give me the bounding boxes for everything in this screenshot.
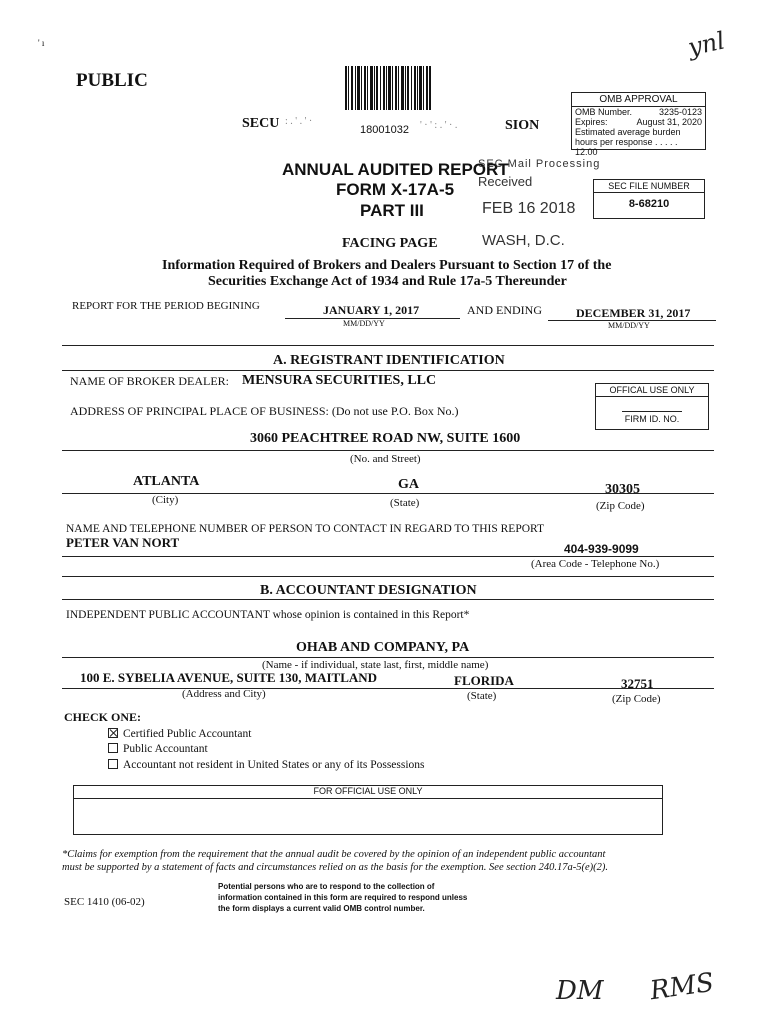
stamp-processing: SEC Mail Processing (478, 158, 601, 170)
handwritten-initials-rms: RMS (648, 967, 716, 1007)
barcode-number: 18001032 (360, 124, 409, 136)
official-use-area (73, 785, 663, 835)
accountant-label: INDEPENDENT PUBLIC ACCOUNTANT whose opinion is contained in this Report* (66, 609, 470, 621)
phone-caption: (Area Code - Telephone No.) (531, 558, 660, 570)
title-form: FORM X-17A-5 (336, 180, 455, 199)
checkbox-cpa[interactable] (108, 728, 118, 738)
title-annual-report: ANNUAL AUDITED REPORT (282, 160, 509, 179)
contact-label: NAME AND TELEPHONE NUMBER OF PERSON TO CONTACT IN REGARD TO THIS REPORT (66, 523, 545, 535)
stamp-date: FEB 16 2018 (482, 200, 576, 217)
option-cpa[interactable] (108, 728, 251, 740)
claims-line-1: *Claims for exemption from the requirement that the annual audit be covered by the opinion of an independent public accountant (62, 849, 606, 860)
b-state-caption: (State) (467, 690, 497, 702)
omb-number-label: OMB Number. (575, 107, 633, 117)
official-use-label: OFFICAL USE ONLY (596, 384, 708, 397)
sec-file-label: SEC FILE NUMBER (594, 180, 704, 193)
form-number: SEC 1410 (06-02) (64, 896, 145, 908)
omb-expires-value: August 31, 2020 (636, 117, 702, 127)
firm-id-label: FIRM ID. NO. (624, 414, 680, 424)
faint-text-2: ' · ' : . ' · . (420, 120, 458, 131)
handwritten-initials-top: ynl (685, 26, 728, 62)
section-a-heading: A. REGISTRANT IDENTIFICATION (273, 353, 505, 368)
accountant-state: FLORIDA (454, 673, 514, 688)
omb-expires-label: Expires: (575, 117, 608, 127)
period-begin-format: MM/DD/YY (343, 319, 385, 328)
checkbox-public-accountant[interactable] (108, 743, 118, 753)
scan-mark: ' ı (38, 38, 45, 48)
notice-line-2: information contained in this form are required to respond unless (218, 893, 468, 902)
barcode (345, 66, 431, 110)
title-part: PART III (360, 201, 424, 220)
address-city-caption: (Address and City) (182, 688, 266, 700)
notice-line-3: the form displays a current valid OMB control number. (218, 904, 425, 913)
omb-approval-box (571, 92, 706, 157)
omb-burden-1: Estimated average burden (575, 127, 681, 137)
street-value: 3060 PEACHTREE ROAD NW, SUITE 1600 (250, 431, 521, 446)
official-use-box (595, 383, 709, 430)
broker-name: MENSURA SECURITIES, LLC (242, 373, 437, 388)
period-end-label: AND ENDING (467, 303, 542, 317)
b-zip-caption: (Zip Code) (612, 693, 661, 705)
stamp-received: Received (478, 174, 533, 189)
claims-line-2: must be supported by a statement of facts and circumstances relied on as the basis for the exemption. See section 240.17a-5(e)(2). (62, 862, 608, 873)
period-begin-value: JANUARY 1, 2017 (323, 303, 420, 317)
state-caption: (State) (390, 497, 420, 509)
option-nr-label: Accountant not resident in United States or any of its Possessions (123, 759, 425, 771)
zip-value: 30305 (605, 482, 640, 497)
accountant-address: 100 E. SYBELIA AVENUE, SUITE 130, MAITLAND (80, 670, 378, 685)
omb-burden-2: hours per response . . . . . 12.00 (575, 137, 678, 157)
accountant-name: OHAB AND COMPANY, PA (296, 640, 470, 655)
sec-file-number: 8-68210 (628, 198, 670, 210)
public-label: PUBLIC (76, 70, 148, 91)
stamp-city: WASH, D.C. (482, 232, 565, 249)
omb-number-value: 3235-0123 (658, 107, 702, 117)
state-value: GA (398, 477, 419, 492)
option-nonresident[interactable] (108, 759, 425, 771)
section-b-heading: B. ACCOUNTANT DESIGNATION (260, 583, 477, 598)
option-cpa-label: Certified Public Accountant (123, 728, 252, 740)
handwritten-initials-dm: DM (556, 976, 604, 1006)
option-pa-label: Public Accountant (123, 743, 208, 755)
address-label: ADDRESS OF PRINCIPAL PLACE OF BUSINESS: (Do not use P.O. Box No.) (70, 404, 459, 418)
checkbox-nonresident[interactable] (108, 759, 118, 769)
info-line-2: Securities Exchange Act of 1934 and Rule 17a-5 Thereunder (208, 274, 567, 289)
secu-fragment: SECU (242, 116, 280, 131)
sion-fragment: SION (505, 118, 540, 133)
period-end-format: MM/DD/YY (608, 321, 650, 330)
contact-name: PETER VAN NORT (66, 535, 180, 550)
accountant-zip: 32751 (621, 676, 654, 691)
official-use-area-label: FOR OFFICIAL USE ONLY (313, 786, 423, 796)
zip-caption: (Zip Code) (596, 500, 645, 512)
omb-title: OMB APPROVAL (572, 93, 705, 107)
city-caption: (City) (152, 494, 179, 506)
facing-page: FACING PAGE (342, 236, 438, 251)
period-end-value: DECEMBER 31, 2017 (576, 306, 691, 320)
period-begin-label: REPORT FOR THE PERIOD BEGINING (72, 300, 260, 312)
sec-file-box (593, 179, 705, 219)
check-one-label: CHECK ONE: (64, 710, 142, 724)
info-line-1: Information Required of Brokers and Dealers Pursuant to Section 17 of the (162, 258, 612, 273)
option-public-accountant[interactable] (108, 743, 208, 755)
street-caption: (No. and Street) (350, 453, 421, 465)
broker-label: NAME OF BROKER DEALER: (70, 374, 230, 388)
faint-text: : . ' . ' · (285, 116, 313, 127)
city-value: ATLANTA (133, 474, 200, 489)
contact-phone: 404-939-9099 (564, 542, 639, 556)
name-caption: (Name - if individual, state last, first, middle name) (262, 659, 489, 671)
notice-line-1: Potential persons who are to respond to the collection of (218, 882, 435, 891)
